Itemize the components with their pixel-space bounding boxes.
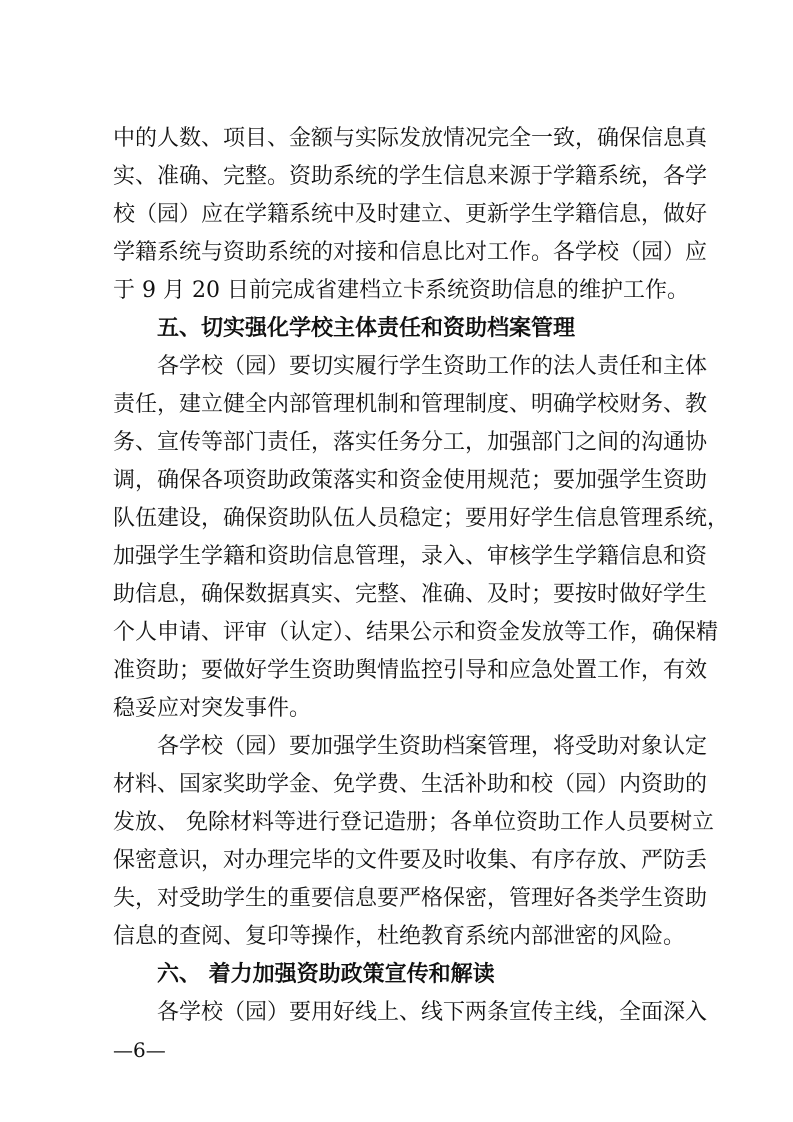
text-line: 失，对受助学生的重要信息要严格保密，管理好各类学生资助	[113, 886, 708, 911]
paragraph-start: 各学校（园）要加强学生资助档案管理，将受助对象认定	[157, 734, 708, 759]
text-line: 调，确保各项资助政策落实和资金使用规范；要加强学生资助	[113, 468, 708, 493]
text-line: 个人申请、评审（认定）、结果公示和资金发放等工作，确保精	[113, 620, 719, 645]
text-line: 中的人数、项目、金额与实际发放情况完全一致，确保信息真	[113, 126, 708, 151]
text-line: 队伍建设，确保资助队伍人员稳定；要用好学生信息管理系统，	[113, 506, 730, 531]
section-heading: 五、切实强化学校主体责任和资助档案管理	[157, 316, 576, 341]
text-line: 材料、国家奖助学金、免学费、生活补助和校（园）内资助的	[113, 772, 708, 797]
paragraph-start: 各学校（园）要切实履行学生资助工作的法人责任和主体	[157, 354, 708, 379]
text-line: 加强学生学籍和资助信息管理，录入、审核学生学籍信息和资	[113, 544, 708, 569]
page-number: —6—	[113, 1038, 166, 1062]
text-line: 责任，建立健全内部管理机制和管理制度、明确学校财务、教	[113, 392, 708, 417]
text-line: 稳妥应对突发事件。	[113, 696, 312, 721]
text-line: 准资助；要做好学生资助舆情监控引导和应急处置工作，有效	[113, 658, 708, 683]
text-line: 务、宣传等部门责任，落实任务分工，加强部门之间的沟通协	[113, 430, 708, 455]
text-line: 校（园）应在学籍系统中及时建立、更新学生学籍信息，做好	[113, 202, 708, 227]
text-line: 学籍系统与资助系统的对接和信息比对工作。各学校（园）应	[113, 240, 708, 265]
text-line: 助信息，确保数据真实、完整、准确、及时；要按时做好学生	[113, 582, 708, 607]
text-line: 保密意识，对办理完毕的文件要及时收集、有序存放、严防丢	[113, 848, 708, 873]
text-line: 实、准确、完整。资助系统的学生信息来源于学籍系统，各学	[113, 164, 708, 189]
text-line: 于 9 月 20 日前完成省建档立卡系统资助信息的维护工作。	[113, 278, 689, 303]
text-line: 信息的查阅、复印等操作，杜绝教育系统内部泄密的风险。	[113, 924, 686, 949]
text-line: 发放、 免除材料等进行登记造册；各单位资助工作人员要树立	[113, 810, 714, 835]
paragraph-start: 各学校（园）要用好线上、线下两条宣传主线，全面深入	[157, 1000, 708, 1025]
section-heading: 六、 着力加强资助政策宣传和解读	[157, 962, 495, 987]
